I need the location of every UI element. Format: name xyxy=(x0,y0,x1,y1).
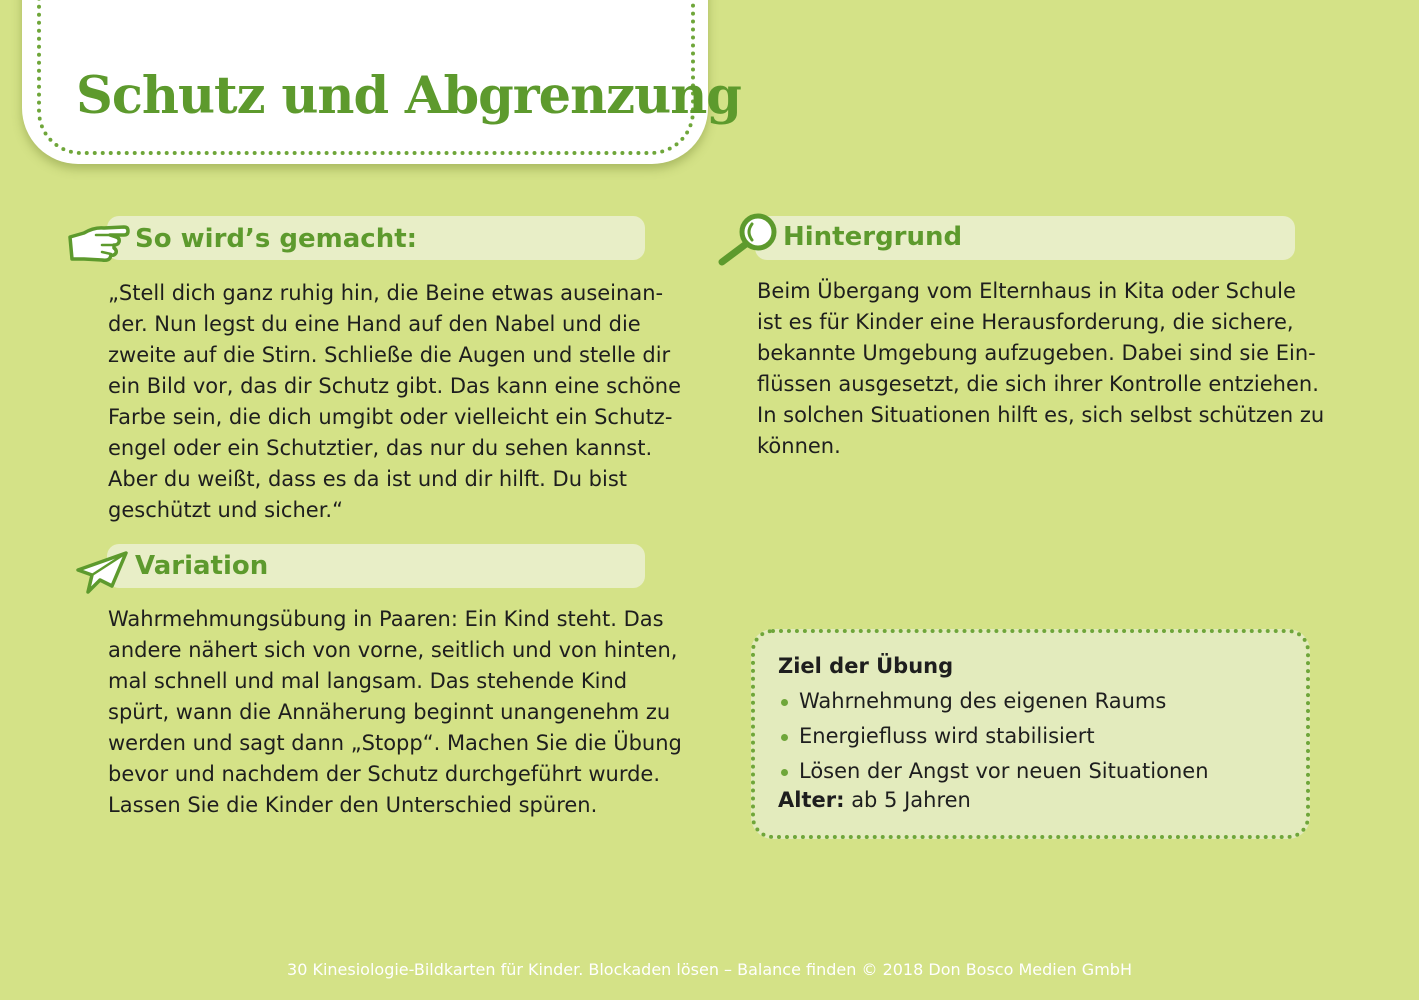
background-line: bekannte Umgebung aufzugeben. Dabei sind sie Ein- xyxy=(757,341,1316,365)
background-line: ist es für Kinder eine Herausforderung, die sichere, xyxy=(757,310,1294,334)
goal-item: Wahrnehmung des eigenen Raums xyxy=(778,684,1209,719)
variation-line: mal schnell und mal langsam. Das stehende Kind xyxy=(108,669,628,693)
background-line: flüssen ausgesetzt, die sich ihrer Kontrolle entziehen. xyxy=(757,372,1319,396)
how-to-line: Farbe sein, die dich umgibt oder vielleicht ein Schutz- xyxy=(108,405,673,429)
background-heading: Hintergrund xyxy=(783,222,963,252)
goal-heading: Ziel der Übung xyxy=(778,654,954,678)
how-to-text xyxy=(108,278,681,526)
page-title: Schutz und Abgrenzung xyxy=(76,66,741,126)
background-line: Beim Übergang vom Elternhaus in Kita oder Schule xyxy=(757,279,1296,303)
age-label: Alter: xyxy=(778,788,845,812)
variation-line: werden und sagt dann „Stopp“. Machen Sie die Übung xyxy=(108,731,682,755)
variation-text xyxy=(108,604,682,821)
variation-line: Wahrmehmungsübung in Paaren: Ein Kind steht. Das xyxy=(108,607,664,631)
how-to-line: geschützt und sicher.“ xyxy=(108,498,343,522)
how-to-line: ein Bild vor, das dir Schutz gibt. Das kann eine schöne xyxy=(108,374,682,398)
magnifier-icon xyxy=(716,210,782,268)
variation-heading: Variation xyxy=(135,551,269,581)
goal-item: Lösen der Angst vor neuen Situationen xyxy=(778,754,1209,789)
background-line: können. xyxy=(757,434,841,458)
footer-copyright: 30 Kinesiologie-Bildkarten für Kinder. Blockaden lösen – Balance finden © 2018 Don Bosco Medien GmbH xyxy=(287,960,1132,979)
age-value: ab 5 Jahren xyxy=(851,788,971,812)
how-to-line: zweite auf die Stirn. Schließe die Augen und stelle dir xyxy=(108,343,671,367)
pointing-hand-icon xyxy=(66,221,130,263)
how-to-line: „Stell dich ganz ruhig hin, die Beine etwas auseinan- xyxy=(108,281,664,305)
how-to-line: engel oder ein Schutztier, das nur du sehen kannst. xyxy=(108,436,653,460)
goal-item: Energiefluss wird stabilisiert xyxy=(778,719,1209,754)
age-line xyxy=(778,788,971,812)
paper-plane-icon xyxy=(74,550,130,596)
variation-line: spürt, wann die Annäherung beginnt unangenehm zu xyxy=(108,700,671,724)
goal-list xyxy=(778,684,1209,789)
how-to-heading: So wird’s gemacht: xyxy=(135,224,418,254)
variation-line: bevor und nachdem der Schutz durchgeführt wurde. xyxy=(108,762,661,786)
background-text xyxy=(757,276,1324,462)
background-line: In solchen Situationen hilft es, sich selbst schützen zu xyxy=(757,403,1325,427)
variation-line: andere nähert sich von vorne, seitlich und von hinten, xyxy=(108,638,678,662)
how-to-line: der. Nun legst du eine Hand auf den Nabel und die xyxy=(108,312,641,336)
variation-line: Lassen Sie die Kinder den Unterschied spüren. xyxy=(108,793,598,817)
how-to-line: Aber du weißt, dass es da ist und dir hilft. Du bist xyxy=(108,467,628,491)
